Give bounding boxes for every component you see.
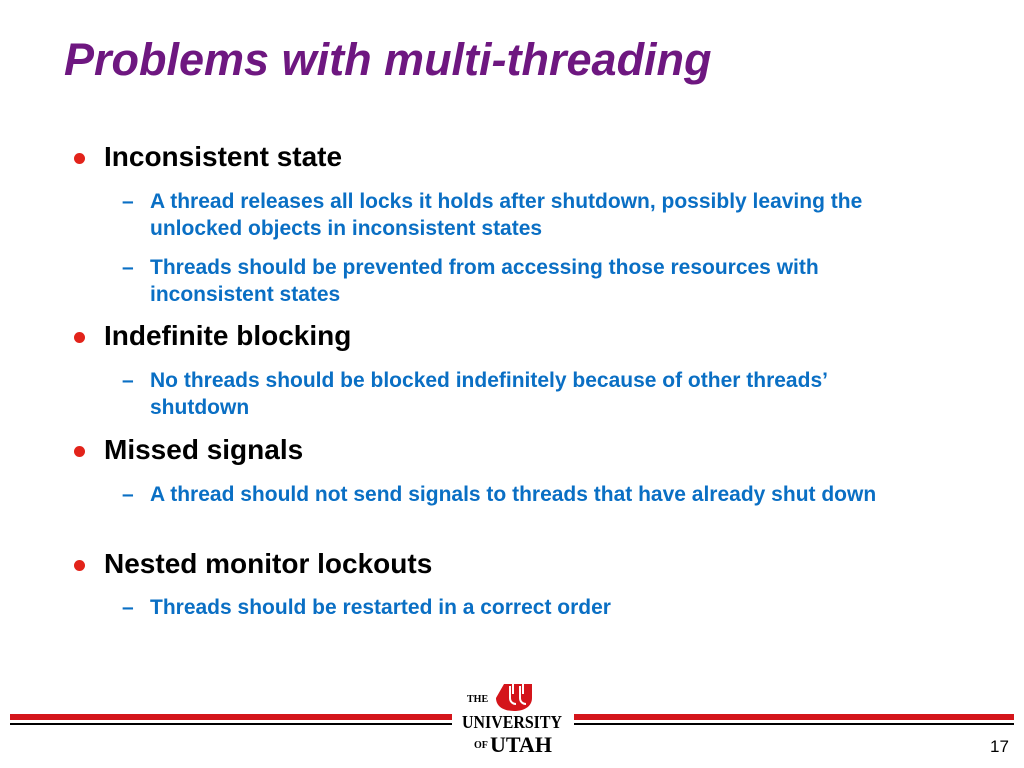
logo-of-text: OF (474, 740, 488, 751)
sub-bullet-text: A thread should not send signals to threads that have already shut down (150, 483, 877, 506)
logo-the-text: THE (467, 694, 489, 705)
bullet-heading (104, 548, 432, 580)
dash-icon: – (122, 190, 134, 213)
bullet-heading (104, 320, 351, 352)
bullet-heading-text: Nested monitor lockouts (104, 548, 433, 579)
dash-icon: – (122, 483, 134, 506)
sub-bullet (122, 594, 930, 621)
university-of-utah-logo (458, 682, 566, 762)
sub-bullet-text: Threads should be restarted in a correct order (150, 596, 611, 619)
bullet-dot-icon (74, 560, 85, 571)
bullet-dot-icon (74, 332, 85, 343)
bullet-heading-text: Indefinite blocking (104, 320, 352, 351)
logo-utah-text: UTAH (490, 732, 552, 757)
university-logo-svg (458, 682, 566, 762)
bullet-heading (104, 141, 342, 173)
bullet-heading (104, 434, 303, 466)
bullet-heading-text: Inconsistent state (104, 141, 343, 172)
logo-university-text: UNIVERSITY (462, 712, 562, 732)
page-number: 17 (990, 737, 1009, 756)
bullet-dot-icon (74, 153, 85, 164)
sub-bullet (122, 367, 930, 421)
sub-bullet-text: A thread releases all locks it holds after shutdown, possibly leaving the unlocked objects in inconsistent states (150, 190, 863, 240)
bullet-dot-icon (74, 446, 85, 457)
sub-bullet-text: No threads should be blocked indefinitely because of other threads’ shutdown (150, 369, 827, 419)
sub-bullet (122, 481, 930, 508)
slide-title: Problems with multi-threading (64, 34, 712, 85)
dash-icon: – (122, 256, 134, 279)
sub-bullet (122, 254, 930, 308)
sub-bullet (122, 188, 930, 242)
dash-icon: – (122, 596, 134, 619)
bullet-heading-text: Missed signals (104, 434, 304, 465)
sub-bullet-text: Threads should be prevented from accessing those resources with inconsistent states (150, 256, 819, 306)
dash-icon: – (122, 369, 134, 392)
